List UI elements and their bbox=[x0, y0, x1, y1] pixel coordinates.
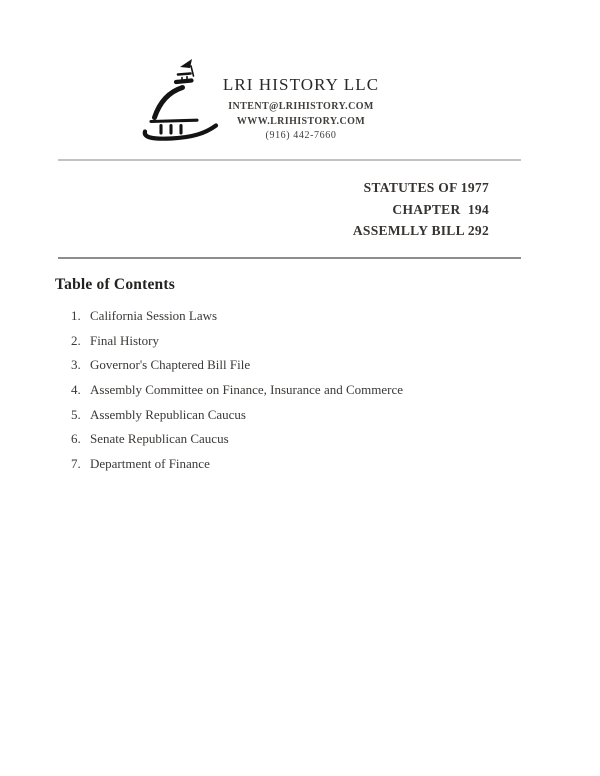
letterhead bbox=[180, 74, 422, 144]
toc-item bbox=[71, 353, 403, 378]
reference-chapter: CHAPTER 194 bbox=[392, 201, 489, 217]
reference-statutes: STATUTES OF 1977 bbox=[363, 180, 489, 195]
toc-item-label: Senate Republican Caucus bbox=[90, 431, 229, 447]
divider-bottom bbox=[58, 257, 521, 259]
toc-item-number: 1. bbox=[71, 308, 81, 323]
toc-item-label: Governor's Chaptered Bill File bbox=[90, 357, 251, 373]
toc-item-label: Final History bbox=[90, 332, 159, 348]
toc-item-label: Assembly Committee on Finance, Insurance and Commerce bbox=[90, 382, 404, 398]
toc-item-label: Assembly Republican Caucus bbox=[90, 406, 246, 422]
toc-item bbox=[71, 304, 403, 329]
contact-website: WWW.LRIHISTORY.COM bbox=[236, 115, 366, 127]
toc-item-number: 3. bbox=[71, 357, 81, 373]
contact-phone: (916) 442-7660 bbox=[265, 130, 337, 141]
toc-item bbox=[71, 329, 403, 354]
toc-item-number: 4. bbox=[71, 382, 81, 398]
toc-list bbox=[71, 304, 403, 477]
toc-heading: Table of Contents bbox=[55, 276, 175, 293]
toc-item bbox=[71, 378, 403, 403]
reference-block bbox=[353, 177, 489, 242]
toc-item-number: 5. bbox=[71, 406, 81, 422]
toc-item-label: Department of Finance bbox=[90, 456, 210, 472]
company-name: LRI HISTORY LLC bbox=[222, 75, 380, 94]
reference-bill: ASSEMLLY BILL 292 bbox=[352, 223, 489, 238]
divider-top bbox=[58, 159, 521, 161]
toc-item-number: 7. bbox=[71, 456, 81, 472]
toc-item bbox=[71, 427, 403, 452]
toc-item-number: 6. bbox=[71, 431, 81, 447]
contact-email: INTENT@LRIHISTORY.COM bbox=[228, 101, 374, 112]
toc-item bbox=[71, 452, 403, 477]
toc-item-number: 2. bbox=[71, 332, 81, 348]
toc-item bbox=[71, 403, 403, 428]
toc-item-label: California Session Laws bbox=[90, 308, 218, 323]
